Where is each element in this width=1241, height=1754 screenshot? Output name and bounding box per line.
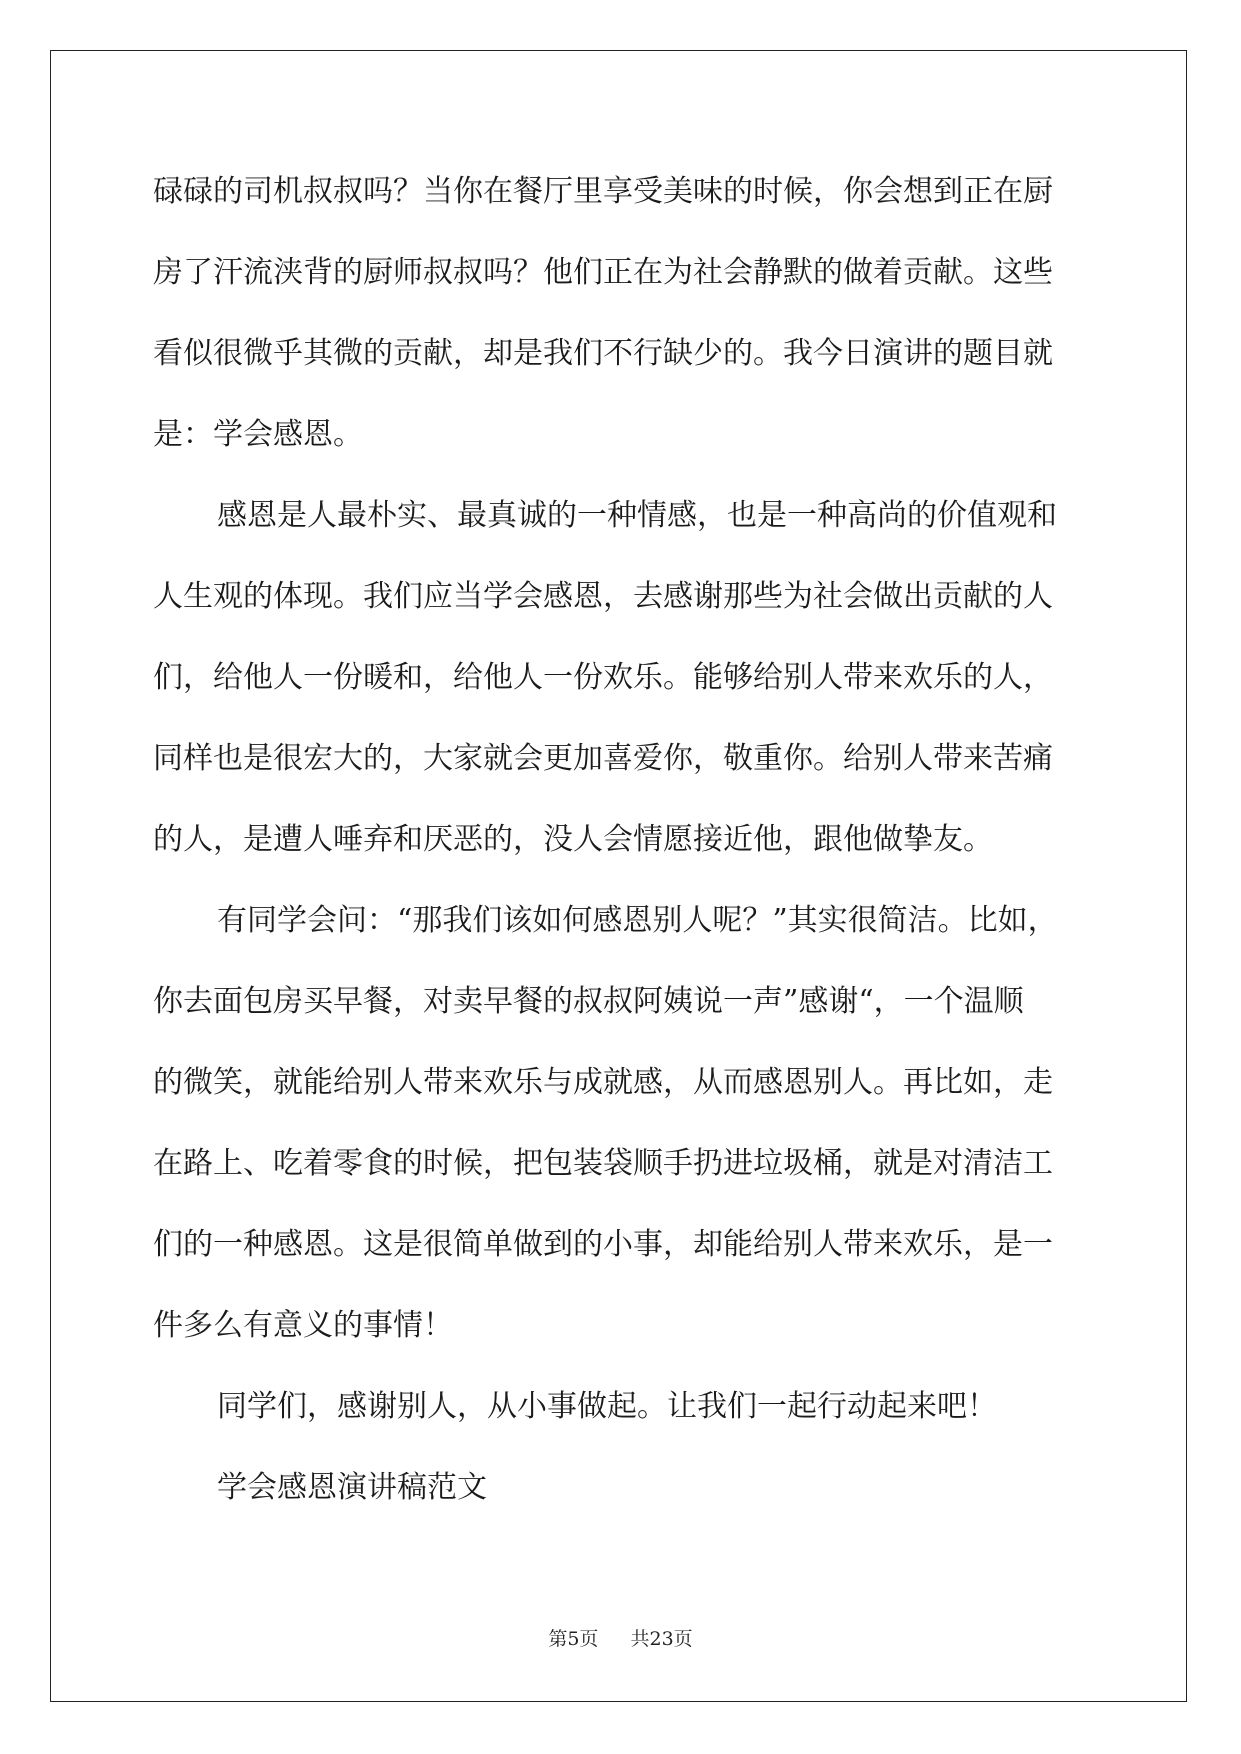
page-total: 共23页 — [630, 1628, 693, 1650]
text-line: 同样也是很宏大的，大家就会更加喜爱你，敬重你。给别人带来苦痛 — [153, 741, 1053, 776]
section-heading: 学会感恩演讲稿范文 — [217, 1470, 487, 1505]
text-line: 们的一种感恩。这是很简单做到的小事，却能给别人带来欢乐，是一 — [153, 1227, 1053, 1262]
paragraph-first-line: 感恩是人最朴实、最真诚的一种情感，也是一种高尚的价值观和 — [217, 498, 1057, 533]
text-line: 看似很微乎其微的贡献，却是我们不行缺少的。我今日演讲的题目就 — [153, 336, 1053, 371]
text-line: 们，给他人一份暖和，给他人一份欢乐。能够给别人带来欢乐的人， — [153, 660, 1053, 695]
paragraph-first-line: 同学们，感谢别人，从小事做起。让我们一起行动起来吧！ — [217, 1389, 997, 1424]
text-line: 是：学会感恩。 — [153, 417, 363, 452]
text-line: 的微笑，就能给别人带来欢乐与成就感，从而感恩别人。再比如，走 — [153, 1065, 1053, 1100]
page-footer — [0, 1624, 1241, 1651]
text-line: 人生观的体现。我们应当学会感恩，去感谢那些为社会做出贡献的人 — [153, 579, 1053, 614]
text-line: 的人，是遭人唾弃和厌恶的，没人会情愿接近他，跟他做挚友。 — [153, 822, 993, 857]
text-line: 件多么有意义的事情！ — [153, 1308, 453, 1343]
text-line: 你去面包房买早餐，对卖早餐的叔叔阿姨说一声”感谢“，一个温顺 — [153, 984, 1024, 1019]
text-line: 房了汗流浃背的厨师叔叔吗？他们正在为社会静默的做着贡献。这些 — [153, 255, 1053, 290]
text-line: 在路上、吃着零食的时候，把包装袋顺手扔进垃圾桶，就是对清洁工 — [153, 1146, 1053, 1181]
page-number: 第5页 — [548, 1628, 599, 1650]
paragraph-first-line: 有同学会问：“那我们该如何感恩别人呢？”其实很简洁。比如， — [217, 903, 1058, 938]
document-body — [153, 162, 1093, 1539]
text-line: 碌碌的司机叔叔吗？当你在餐厅里享受美味的时候，你会想到正在厨 — [153, 174, 1053, 209]
